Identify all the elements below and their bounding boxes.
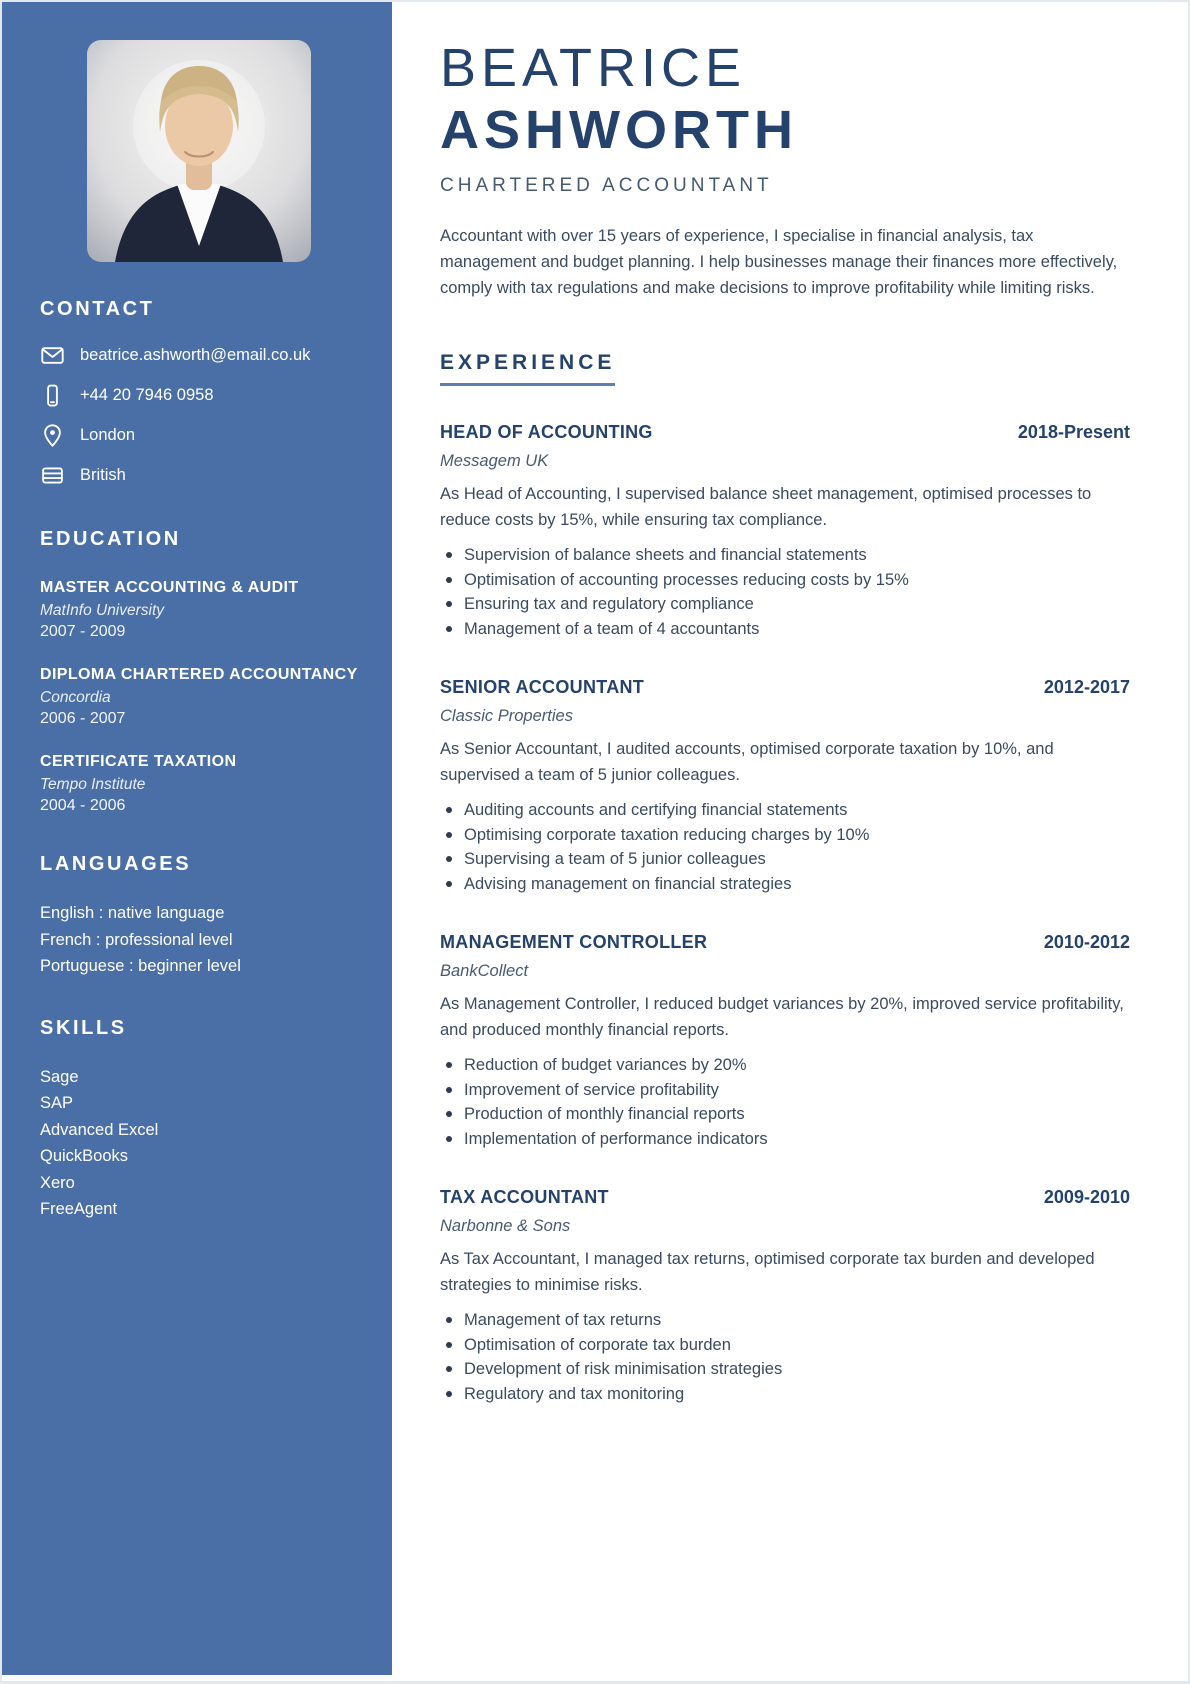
- job-company: Narbonne & Sons: [440, 1217, 571, 1236]
- job-description: As Tax Accountant, I managed tax returns, optimised corporate tax burden and developed strategies to minimise risks.: [440, 1250, 1095, 1295]
- experience-entry: [440, 932, 1130, 1151]
- languages-section: [40, 853, 358, 980]
- job-title: SENIOR ACCOUNTANT: [440, 677, 645, 698]
- job-bullet: Supervision of balance sheets and financial statements: [440, 543, 1130, 568]
- job-dates: 2009-2010: [1043, 1187, 1130, 1208]
- language-item: Portuguese : beginner level: [40, 957, 241, 975]
- contact-text: +44 20 7946 0958: [80, 386, 214, 404]
- education-school: Concordia: [40, 689, 111, 706]
- job-header: [440, 677, 1130, 698]
- job-bullet: Supervising a team of 5 junior colleagues: [440, 847, 1130, 872]
- education-years: 2007 - 2009: [40, 623, 126, 640]
- education-heading: EDUCATION: [40, 528, 181, 550]
- contact-text: beatrice.ashworth@email.co.uk: [80, 346, 311, 364]
- job-bullet: Regulatory and tax monitoring: [440, 1382, 1130, 1407]
- job-title: TAX ACCOUNTANT: [440, 1187, 609, 1208]
- languages-list: [40, 900, 358, 980]
- education-school: MatInfo University: [40, 602, 165, 619]
- contact-item: [40, 423, 358, 448]
- education-section: [40, 528, 358, 815]
- job-bullet: Management of a team of 4 accountants: [440, 617, 1130, 642]
- education-item: [40, 577, 358, 641]
- skill-item: Sage: [40, 1067, 79, 1086]
- experience-entry: [440, 1187, 1130, 1406]
- experience-heading: EXPERIENCE: [440, 351, 615, 386]
- skills-list: [40, 1064, 358, 1223]
- education-degree: DIPLOMA CHARTERED ACCOUNTANCY: [40, 666, 358, 683]
- first-name: BEATRICE: [440, 38, 747, 98]
- job-description: As Head of Accounting, I supervised balance sheet management, optimised processes to reduce costs by 15%, while ensuring tax compliance.: [440, 485, 1092, 530]
- mail-icon: [40, 343, 65, 368]
- location-icon: [40, 423, 65, 448]
- education-degree: CERTIFICATE TAXATION: [40, 753, 237, 770]
- job-company: Messagem UK: [440, 452, 549, 471]
- job-bullet-list: [440, 543, 1130, 641]
- education-degree: MASTER ACCOUNTING & AUDIT: [40, 579, 299, 596]
- job-dates: 2010-2012: [1043, 932, 1130, 953]
- sidebar: [2, 2, 392, 1675]
- job-bullet: Ensuring tax and regulatory compliance: [440, 592, 1130, 617]
- profile-summary: Accountant with over 15 years of experience, I specialise in financial analysis, tax management and budget planning. I help businesses manage their finances more effectively, comply with tax regulations and make decisions to improve profitability while limiting risks.: [440, 227, 1118, 298]
- contact-section: [40, 298, 358, 488]
- job-header: [440, 932, 1130, 953]
- experience-entry: [440, 422, 1130, 641]
- main-content: [392, 2, 1188, 1681]
- language-item: French : professional level: [40, 930, 233, 949]
- job-description: As Management Controller, I reduced budget variances by 20%, improved service profitability, and produced monthly financial reports.: [440, 995, 1124, 1040]
- job-bullet: Optimising corporate taxation reducing charges by 10%: [440, 823, 1130, 848]
- education-item: [40, 751, 358, 815]
- job-bullet: Production of monthly financial reports: [440, 1102, 1130, 1127]
- skill-item: SAP: [40, 1094, 74, 1112]
- job-bullet-list: [440, 798, 1130, 896]
- contact-item: [40, 463, 358, 488]
- contact-text: British: [80, 466, 126, 484]
- job-header: [440, 1187, 1130, 1208]
- experience-list: [440, 422, 1130, 1406]
- job-dates: 2012-2017: [1043, 677, 1130, 698]
- portrait-image: [87, 40, 311, 262]
- contact-heading: CONTACT: [40, 298, 155, 320]
- job-bullet: Advising management on financial strategies: [440, 872, 1130, 897]
- contact-list: [40, 343, 358, 488]
- job-bullet: Improvement of service profitability: [440, 1078, 1130, 1103]
- job-bullet-list: [440, 1053, 1130, 1151]
- contact-text: London: [80, 426, 136, 444]
- skill-item: Advanced Excel: [40, 1120, 159, 1139]
- education-years: 2006 - 2007: [40, 710, 126, 727]
- languages-heading: LANGUAGES: [40, 853, 192, 875]
- profile-photo: [87, 40, 311, 262]
- skills-section: [40, 1017, 358, 1223]
- experience-entry: [440, 677, 1130, 896]
- job-bullet: Reduction of budget variances by 20%: [440, 1053, 1130, 1078]
- contact-item: [40, 343, 358, 368]
- education-item: [40, 664, 358, 728]
- person-name: [440, 38, 1130, 161]
- contact-item: [40, 383, 358, 408]
- job-title: HEAD OF ACCOUNTING: [440, 422, 653, 443]
- job-header: [440, 422, 1130, 443]
- last-name: ASHWORTH: [440, 99, 798, 160]
- job-title: MANAGEMENT CONTROLLER: [440, 932, 708, 953]
- skill-item: QuickBooks: [40, 1147, 129, 1165]
- language-item: English : native language: [40, 904, 225, 922]
- education-list: [40, 577, 358, 815]
- job-bullet: Optimisation of accounting processes reducing costs by 15%: [440, 568, 1130, 593]
- job-bullet: Auditing accounts and certifying financial statements: [440, 798, 1130, 823]
- job-bullet-list: [440, 1308, 1130, 1406]
- job-bullet: Optimisation of corporate tax burden: [440, 1333, 1130, 1358]
- skill-item: Xero: [40, 1173, 75, 1192]
- job-company: BankCollect: [440, 962, 529, 981]
- skill-item: FreeAgent: [40, 1200, 118, 1218]
- person-job-title: CHARTERED ACCOUNTANT: [440, 175, 773, 197]
- education-years: 2004 - 2006: [40, 797, 126, 814]
- job-dates: 2018-Present: [1017, 422, 1130, 443]
- phone-icon: [40, 383, 65, 408]
- job-bullet: Development of risk minimisation strategies: [440, 1357, 1130, 1382]
- job-description: As Senior Accountant, I audited accounts, optimised corporate taxation by 10%, and supervised a team of 5 junior colleagues.: [440, 740, 1054, 785]
- education-school: Tempo Institute: [40, 776, 146, 793]
- id-card-icon: [40, 463, 65, 488]
- job-bullet: Implementation of performance indicators: [440, 1127, 1130, 1152]
- job-bullet: Management of tax returns: [440, 1308, 1130, 1333]
- skills-heading: SKILLS: [40, 1016, 127, 1039]
- experience-section: [440, 351, 1130, 386]
- job-company: Classic Properties: [440, 707, 573, 726]
